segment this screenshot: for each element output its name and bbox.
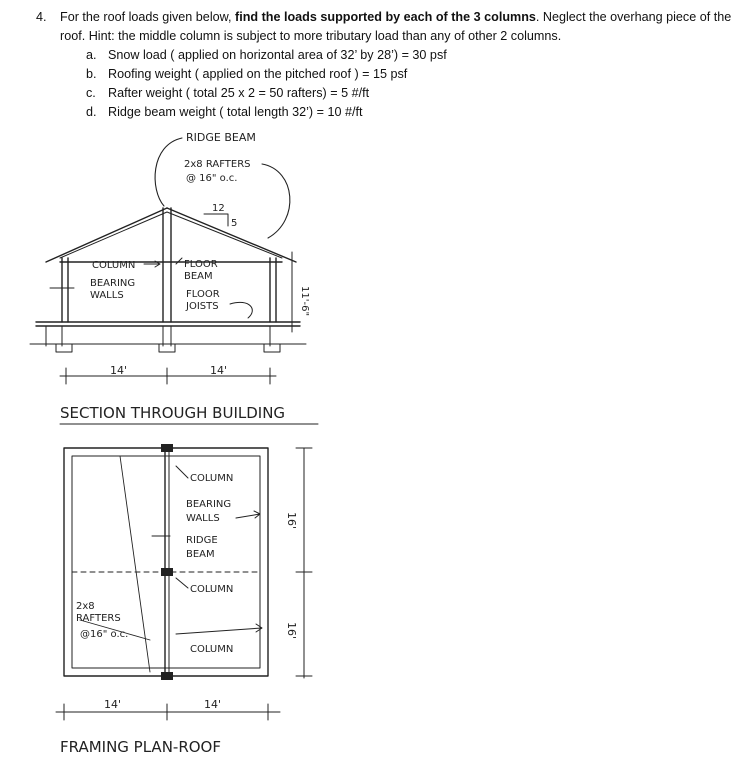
ridge-leader bbox=[155, 138, 182, 206]
load-item-roofing: b. Roofing weight ( applied on the pitched roof ) = 15 psf bbox=[86, 67, 408, 81]
section-drawing bbox=[30, 131, 318, 424]
problem-intro: For the roof loads given below, find the loads supported by each of the 3 columns. Neglect the overhang piece of the roof. Hint: the middle column is subject to more tributary load than any of other 2 columns. bbox=[60, 10, 732, 43]
load-item-ridge: d. Ridge beam weight ( total length 32’) = 10 #/ft bbox=[86, 105, 363, 119]
roof-left-slope bbox=[46, 208, 167, 262]
section-title: SECTION THROUGH BUILDING bbox=[60, 404, 286, 422]
plan-ridge-label-1: RIDGE bbox=[186, 535, 218, 546]
plan-bearing-label-2: WALLS bbox=[186, 513, 220, 524]
wall-height-label: 11'-6" bbox=[299, 286, 310, 317]
plan-column-middle bbox=[161, 568, 173, 576]
plan-bearing-label-1: BEARING bbox=[186, 499, 232, 510]
roof-right-slope bbox=[167, 208, 296, 262]
span-dimension bbox=[60, 368, 276, 384]
plan-dim-top: 16' bbox=[285, 512, 298, 530]
plan-ridge-label-2: BEAM bbox=[186, 549, 215, 560]
plan-column-label-bottom: COLUMN bbox=[190, 644, 234, 655]
load-item-snow: a. Snow load ( applied on horizontal area of 32’ by 28’) = 30 psf bbox=[86, 48, 447, 62]
plan-dim-left: 14' bbox=[104, 698, 122, 711]
bearing-walls-label-1: BEARING bbox=[90, 278, 136, 289]
span-right-label: 14' bbox=[210, 364, 228, 377]
span-left-label: 14' bbox=[110, 364, 128, 377]
floor-line bbox=[36, 322, 300, 326]
floor-joists-label-1: FLOOR bbox=[186, 289, 220, 300]
load-item-rafter: c. Rafter weight ( total 25 x 2 = 50 rafters) = 5 #/ft bbox=[86, 86, 370, 100]
rafters-label-1: 2x8 RAFTERS bbox=[184, 159, 251, 170]
slope-triangle bbox=[204, 214, 228, 226]
left-wall bbox=[62, 258, 68, 322]
plan-dim-bottom: 16' bbox=[285, 622, 298, 640]
plan-column-label-middle: COLUMN bbox=[190, 584, 234, 595]
floor-beam-label-1: FLOOR bbox=[184, 259, 218, 270]
plan-title: FRAMING PLAN-ROOF bbox=[60, 738, 221, 756]
middle-posts bbox=[163, 208, 171, 322]
plan-vertical-dim bbox=[296, 448, 312, 678]
slope-rise-label: 5 bbox=[231, 218, 238, 229]
footing-right bbox=[264, 344, 280, 352]
floor-joists-label-2: JOISTS bbox=[186, 301, 219, 312]
plan-column-label-top: COLUMN bbox=[190, 473, 234, 484]
problem-number: 4. bbox=[36, 10, 47, 24]
problem-task: find the loads supported by each of the 3 columns bbox=[235, 10, 536, 24]
plan-drawing bbox=[56, 444, 312, 756]
right-wall bbox=[270, 258, 276, 322]
floor-beam-label-2: BEAM bbox=[184, 271, 213, 282]
plan-rafters-label-2: RAFTERS bbox=[76, 613, 121, 624]
plan-column-top bbox=[161, 444, 173, 452]
plan-rafters-label-3: @16" o.c. bbox=[80, 629, 129, 640]
column-label: COLUMN bbox=[92, 260, 136, 271]
footing-left bbox=[56, 344, 72, 352]
rafters-label-2: @ 16" o.c. bbox=[186, 173, 238, 184]
plan-rafters-label-1: 2x8 bbox=[76, 601, 95, 612]
footing-middle bbox=[159, 344, 175, 352]
bearing-walls-label-2: WALLS bbox=[90, 290, 124, 301]
plan-horizontal-dim bbox=[56, 704, 280, 720]
plan-outer-wall bbox=[64, 448, 268, 676]
slope-run-label: 12 bbox=[212, 203, 225, 214]
plan-dim-right: 14' bbox=[204, 698, 222, 711]
plan-column-bottom bbox=[161, 672, 173, 680]
ridge-beam-label: RIDGE BEAM bbox=[186, 131, 256, 144]
rafter-leader bbox=[262, 164, 290, 238]
